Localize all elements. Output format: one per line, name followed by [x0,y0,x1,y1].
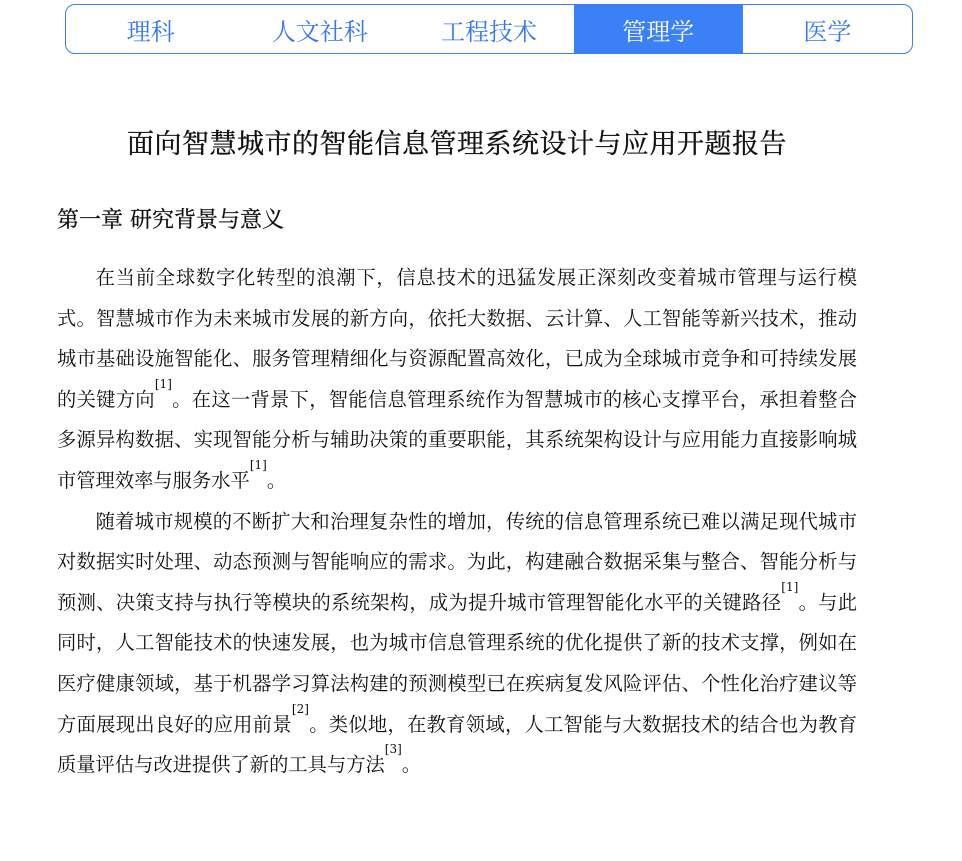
tab-science[interactable]: 理科 [126,17,175,46]
discipline-tab-bar [65,4,913,54]
paragraph-text: 。在这一背景下，智能信息管理系统作为智慧城市的核心支撑平台，承担着整合多源异构数据、实现智能分析与辅助决策的重要职能，其系统架构设计与应用能力直接影响城市管理效率与服务水平 [57,387,857,492]
citation-ref[interactable]: [2] [291,701,309,716]
document-title: 面向智慧城市的智能信息管理系统设计与应用开题报告 [127,129,787,160]
tab-humanities[interactable]: 人文社科 [271,17,368,46]
citation-ref[interactable]: [1] [781,579,799,594]
citation-ref[interactable]: [1] [249,457,267,472]
tab-management[interactable]: 管理学 [574,5,743,53]
paragraph [57,502,857,786]
tab-medicine[interactable]: 医学 [803,17,852,46]
paragraph-text: 随着城市规模的不断扩大和治理复杂性的增加，传统的信息管理系统已难以满足现代城市对数据实时处理、动态预测与智能响应的需求。为此，构建融合数据采集与整合、智能分析与预测、决策支持与执行等模块的系统架构，成为提升城市管理智能化水平的关键路径 [57,509,857,614]
paragraph-text: 在当前全球数字化转型的浪潮下，信息技术的迅猛发展正深刻改变着城市管理与运行模式。智慧城市作为未来城市发展的新方向，依托大数据、云计算、人工智能等新兴技术，推动城市基础设施智能化、服务管理精细化与资源配置高效化，已成为全球城市竞争和可持续发展的关键方向 [57,266,857,411]
chapter-heading: 第一章 研究背景与意义 [57,208,284,233]
document-body [57,100,857,786]
paragraph-text: 。与此同时，人工智能技术的快速发展，也为城市信息管理系统的优化提供了新的技术支撑，例如在医疗健康领域，基于机器学习算法构建的预测模型已在疾病复发风险评估、个性化治疗建议等方面展现出良好的应用前景 [57,590,858,736]
paragraph [57,258,857,502]
citation-ref[interactable]: [1] [154,376,172,391]
paragraph-text: 。 [266,468,287,492]
citation-ref[interactable]: [3] [384,742,402,757]
paragraph-text: 。类似地，在教育领域，人工智能与大数据技术的结合也为教育质量评估与改进提供了新的工具与方法 [57,712,858,777]
paragraph-text: 。 [401,753,422,777]
tab-engineering[interactable]: 工程技术 [441,17,537,46]
